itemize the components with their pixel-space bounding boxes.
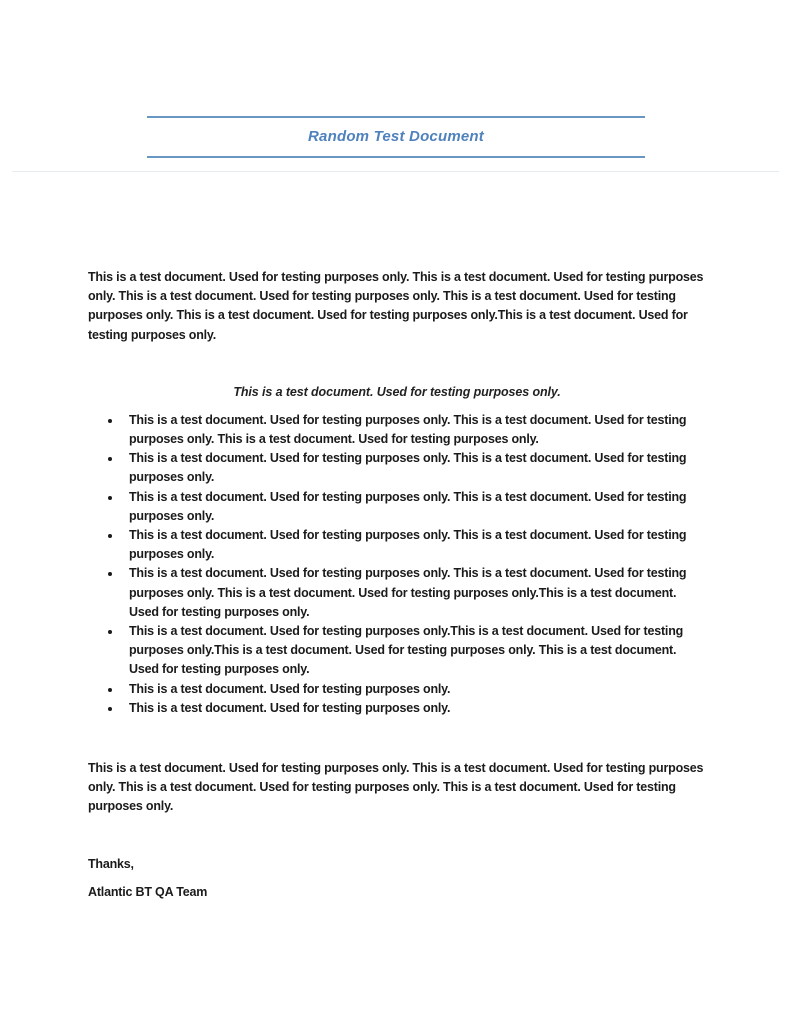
bullet-item-5: • This is a test document. Used for testing purposes only. This is a test document. Used for testing purposes only. This is a test document. Used for testing purposes only.This is a test document. Used for testing purposes only. (122, 564, 706, 622)
closing-paragraph: This is a test document. Used for testing purposes only. This is a test document. Used for testing purposes only. This is a test document. Used for testing purposes only. This is a test document. Used for testing purposes only. (88, 761, 704, 814)
document-title: Random Test Document (308, 128, 484, 145)
centered-italic-line: This is a test document. Used for testing purposes only. (233, 384, 561, 399)
bullet-item-4: • This is a test document. Used for testing purposes only. This is a test document. Used for testing purposes only. (122, 526, 706, 564)
bullet-item-8: • This is a test document. Used for testing purposes only. (122, 699, 706, 718)
signoff-thanks: Thanks, (88, 856, 134, 871)
intro-paragraph: This is a test document. Used for testing purposes only. This is a test document. Used for testing purposes only. This is a test document. Used for testing purposes only. This is a test document. Used for testing purposes only. This is a test document. Used for testing purposes only.This is a test document. Used for testing purposes only. (88, 270, 704, 342)
bullet-item-3: • This is a test document. Used for testing purposes only. This is a test document. Used for testing purposes only. (122, 488, 706, 526)
bullet-item-1: • This is a test document. Used for testing purposes only. This is a test document. Used for testing purposes only. This is a test document. Used for testing purposes only. (122, 411, 706, 449)
bullet-item-2: • This is a test document. Used for testing purposes only. This is a test document. Used for testing purposes only. (122, 449, 706, 487)
bullet-item-6: • This is a test document. Used for testing purposes only.This is a test document. Used for testing purposes only.This is a test document. Used for testing purposes only. This is a test document. Used for testing purposes only. (122, 622, 706, 680)
title-block (147, 116, 645, 158)
bullet-item-7: • This is a test document. Used for testing purposes only. (122, 680, 706, 699)
faint-divider (12, 171, 779, 172)
signoff-team: Atlantic BT QA Team (88, 884, 208, 899)
bullet-list (88, 411, 706, 718)
